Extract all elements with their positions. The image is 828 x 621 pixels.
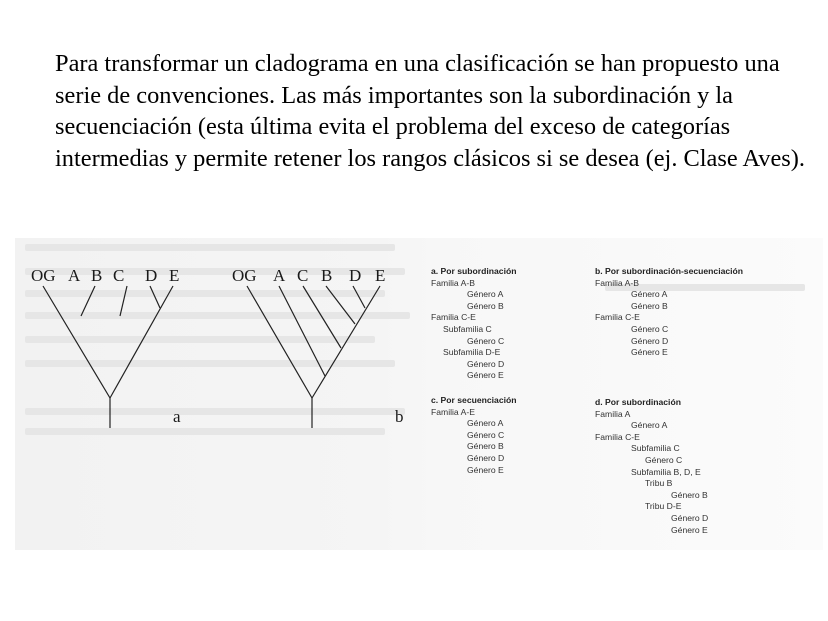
panel-heading: c. Por secuenciación bbox=[431, 395, 517, 405]
classification-panel-d bbox=[595, 397, 708, 536]
taxon-rank-line: Tribu B bbox=[645, 478, 673, 489]
taxon-rank-line: Género B bbox=[671, 489, 708, 500]
tree-b-label: b bbox=[395, 407, 404, 426]
taxon-label: A bbox=[68, 266, 81, 285]
taxon-rank-line: Subfamilia C bbox=[443, 323, 492, 334]
taxon-rank-line: Subfamilia D-E bbox=[443, 347, 501, 358]
taxon-rank-line: Género A bbox=[467, 289, 504, 300]
taxon-label: D bbox=[145, 266, 158, 285]
taxon-rank-line: Género E bbox=[671, 524, 708, 535]
taxon-rank-line: Familia C-E bbox=[431, 312, 476, 323]
taxon-rank-line: Género B bbox=[467, 300, 504, 311]
taxon-rank-line: Género A bbox=[631, 289, 668, 300]
intro-paragraph: Para transformar un cladograma en una clasificación se han propuesto una serie de convenciones. Las más importantes son la subordinación y la secuenciación (esta última evita el problema del exceso de categorías intermedias y permite retener los rangos clásicos si se desea (ej. Clase Aves). bbox=[55, 50, 805, 172]
taxon-rank-line: Familia A-E bbox=[431, 406, 475, 417]
panel-heading: b. Por subordinación-secuenciación bbox=[595, 266, 744, 276]
tree-branch bbox=[247, 286, 312, 398]
taxon-rank-line: Subfamilia B, D, E bbox=[631, 466, 701, 477]
taxon-label: C bbox=[297, 266, 309, 285]
classification-panel-c bbox=[431, 395, 517, 476]
taxon-rank-line: Género E bbox=[467, 464, 504, 475]
taxon-label: B bbox=[321, 266, 333, 285]
scanned-figure bbox=[15, 238, 823, 550]
taxon-rank-line: Género A bbox=[467, 418, 504, 429]
tree-branch bbox=[43, 286, 110, 398]
taxon-rank-line: Género D bbox=[671, 512, 709, 523]
tree-branch bbox=[353, 286, 365, 308]
panel-heading: a. Por subordinación bbox=[431, 266, 517, 276]
taxon-rank-line: Familia C-E bbox=[595, 312, 640, 323]
taxon-rank-line: Género C bbox=[467, 335, 505, 346]
taxon-rank-line: Género D bbox=[467, 452, 505, 463]
taxon-rank-line: Familia A-B bbox=[431, 277, 475, 288]
tree-a-label: a bbox=[173, 407, 181, 426]
taxon-label: A bbox=[273, 266, 286, 285]
taxon-rank-line: Familia C-E bbox=[595, 431, 640, 442]
panel-heading: d. Por subordinación bbox=[595, 397, 681, 407]
tree-branch bbox=[303, 286, 341, 348]
taxon-rank-line: Género D bbox=[631, 335, 669, 346]
classification-panel-a bbox=[431, 266, 516, 382]
taxon-rank-line: Familia A bbox=[595, 408, 631, 419]
taxon-rank-line: Subfamilia C bbox=[631, 443, 680, 454]
tree-branch bbox=[312, 286, 380, 398]
taxon-label: B bbox=[91, 266, 103, 285]
tree-branch bbox=[150, 286, 160, 308]
taxon-label: OG bbox=[232, 266, 257, 285]
taxon-rank-line: Tribu D-E bbox=[645, 501, 682, 512]
taxon-label: E bbox=[375, 266, 386, 285]
taxon-label: E bbox=[169, 266, 180, 285]
taxon-label: OG bbox=[31, 266, 56, 285]
taxon-rank-line: Género B bbox=[467, 441, 504, 452]
cladogram-a bbox=[31, 266, 181, 428]
tree-branch bbox=[110, 286, 173, 398]
taxon-rank-line: Género E bbox=[631, 347, 668, 358]
taxon-rank-line: Género C bbox=[645, 454, 683, 465]
tree-branch bbox=[120, 286, 127, 316]
cladograms bbox=[15, 238, 415, 448]
tree-branch bbox=[81, 286, 95, 316]
classification-panel-b bbox=[595, 266, 743, 359]
taxon-rank-line: Familia A-B bbox=[595, 277, 639, 288]
taxon-rank-line: Género C bbox=[467, 429, 505, 440]
taxon-rank-line: Género E bbox=[467, 370, 504, 381]
tree-branch bbox=[326, 286, 355, 324]
cladogram-b bbox=[232, 266, 404, 428]
tree-branch bbox=[279, 286, 325, 376]
taxon-label: C bbox=[113, 266, 125, 285]
taxon-label: D bbox=[349, 266, 362, 285]
taxon-rank-line: Género D bbox=[467, 358, 505, 369]
taxon-rank-line: Género B bbox=[631, 300, 668, 311]
taxon-rank-line: Género A bbox=[631, 420, 668, 431]
taxon-rank-line: Género C bbox=[631, 323, 669, 334]
